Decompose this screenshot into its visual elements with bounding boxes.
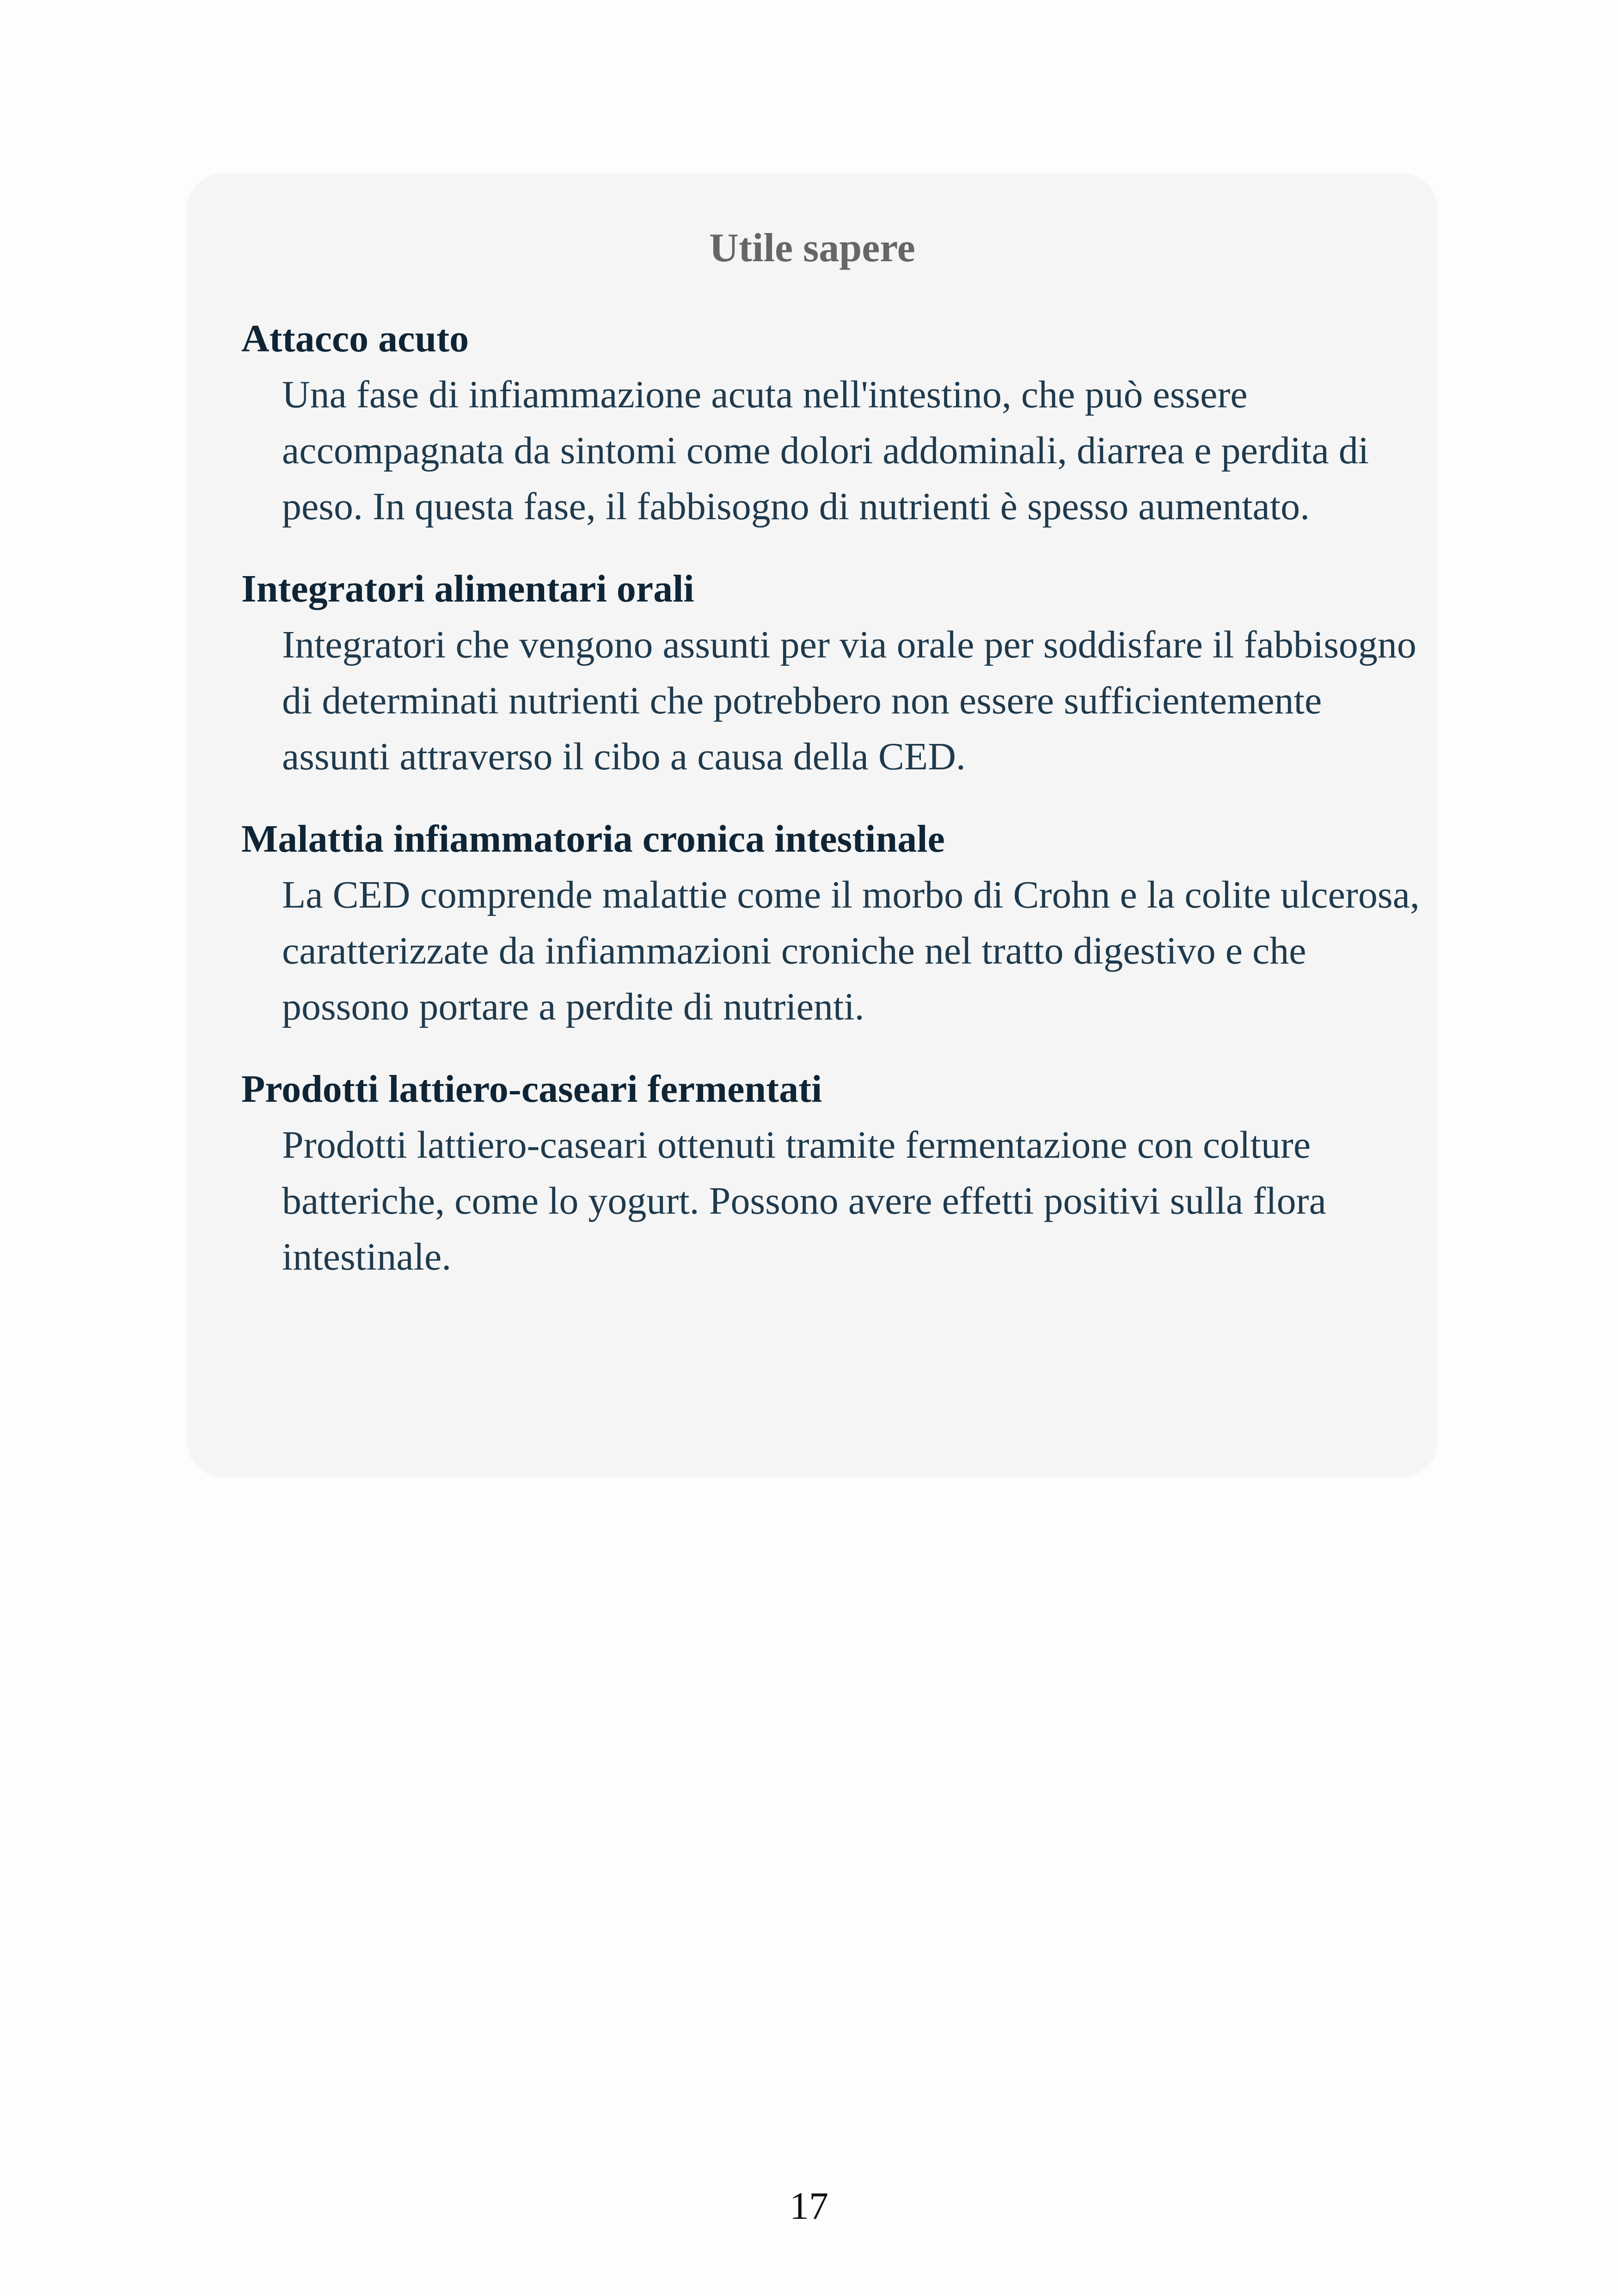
glossary-term [241,811,1438,1035]
term-description: La CED comprende malattie come il morbo di Crohn e la colite ulcerosa, caratterizzate da infiammazioni croniche nel tratto digestivo e che possono portare a perdite di nutrienti. [282,873,1420,1028]
term-description: Una fase di infiammazione acuta nell'intestino, che può essere accompagnata da sintomi come dolori addominali, diarrea e perdita di peso. In questa fase, il fabbisogno di nutrienti è spesso aumentato. [282,373,1369,528]
term-title: Prodotti lattiero-caseari fermentati [241,1068,822,1111]
term-description: Prodotti lattiero-caseari ottenuti tramite fermentazione con colture batteriche, come lo yogurt. Possono avere effetti positivi sulla flora intestinale. [282,1123,1326,1278]
page-number: 17 [790,2185,828,2228]
glossary-box [187,173,1438,1477]
glossary-term [241,1062,1438,1285]
glossary-box-title: Utile sapere [709,226,915,270]
term-title: Attacco acuto [241,317,469,360]
term-title: Malattia infiammatoria cronica intestinale [241,817,945,860]
term-title: Integratori alimentari orali [241,567,694,610]
glossary-term [241,561,1438,785]
glossary-term [241,311,1438,534]
term-description: Integratori che vengono assunti per via orale per soddisfare il fabbisogno di determinati nutrienti che potrebbero non essere sufficientemente assunti attraverso il cibo a causa della CED. [282,623,1416,778]
